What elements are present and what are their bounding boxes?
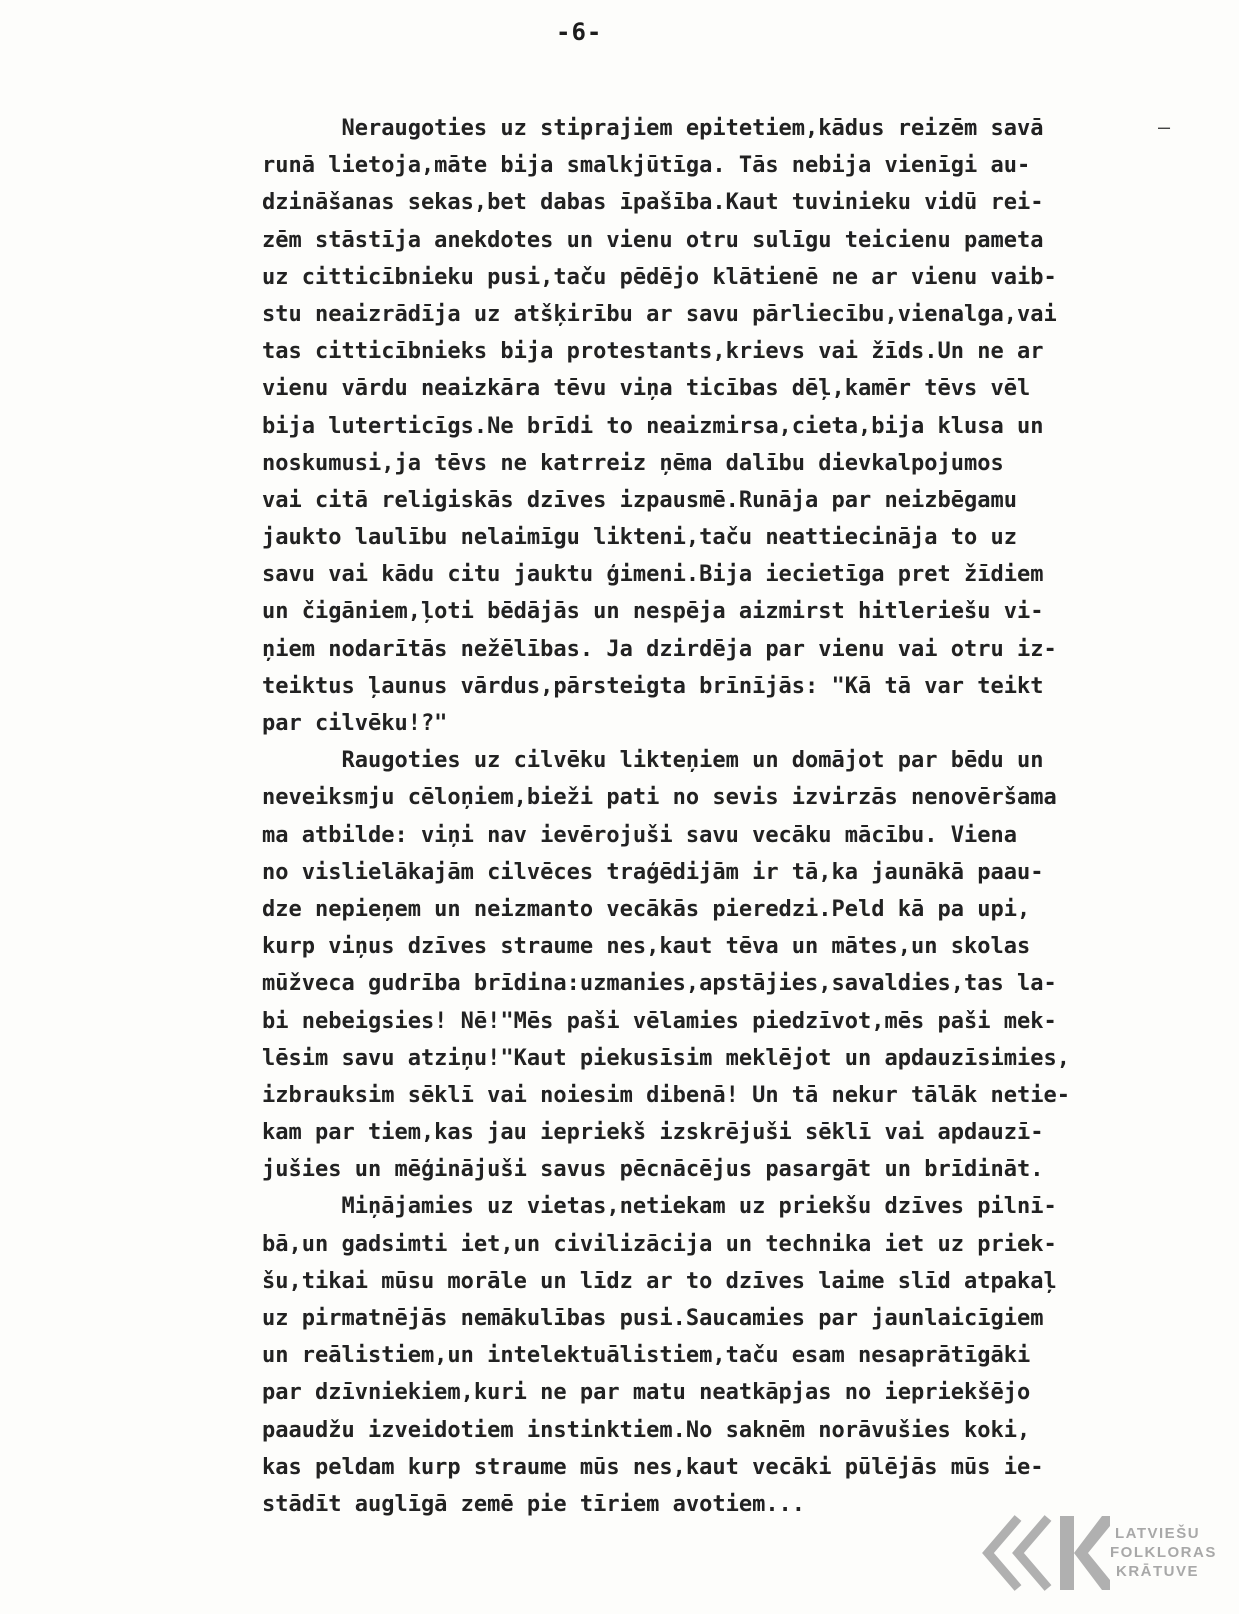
text-line: un čigāniem,ļoti bēdājās un nespēja aizmirst hitleriešu vi- <box>262 599 1044 625</box>
text-line: bija luterticīgs.Ne brīdi to neaizmirsa,cieta,bija klusa un <box>262 413 1044 439</box>
text-line: paaudžu izveidotiem instinktiem.No saknēm norāvušies koki, <box>262 1417 1031 1443</box>
text-line: mūžveca gudrība brīdina:uzmanies,apstājies,savaldies,tas la- <box>262 971 1057 997</box>
text-line: no vislielākajām cilvēces traģēdijām ir tā,ka jaunākā paau- <box>262 859 1044 885</box>
text-line: dzināšanas sekas,bet dabas īpašība.Kaut tuvinieku vidū rei- <box>262 190 1044 216</box>
text-line: kam par tiem,kas jau iepriekš izskrējuši sēklī vai apdauzī- <box>262 1120 1044 1146</box>
text-line: bi nebeigsies! Nē!"Mēs paši vēlamies piedzīvot,mēs paši mek- <box>262 1008 1057 1034</box>
text-line: uz pirmatnējās nemākulības pusi.Saucamies par jaunlaicīgiem <box>262 1306 1044 1331</box>
logo-line-2: FOLKLORAS <box>1110 1544 1217 1561</box>
page-number: -6- <box>556 18 603 46</box>
text-line: neveiksmju cēloņiem,bieži pati no sevis izvirzās nenovēršama <box>262 785 1057 811</box>
text-line: Miņājamies uz vietas,netiekam uz priekšu dzīves pilnī- <box>262 1194 1057 1220</box>
text-line: stādīt auglīgā zemē pie tīriem avotiem... <box>262 1491 806 1517</box>
archive-logo-icon <box>980 1508 1110 1598</box>
text-line: kas peldam kurp straume mūs nes,kaut vecāki pūlējās mūs ie- <box>262 1454 1044 1480</box>
text-line: teiktus ļaunus vārdus,pārsteigta brīnījās: "Kā tā var teikt <box>262 673 1044 699</box>
text-line: zēm stāstīja anekdotes un vienu otru sulīgu teicienu pameta <box>262 227 1044 253</box>
text-line: ma atbilde: viņi nav ievērojuši savu vecāku mācību. Viena <box>262 822 1017 848</box>
text-line: stu neaizrādīja uz atšķirību ar savu pārliecību,vienalga,vai <box>262 301 1057 327</box>
body-text <box>262 110 1192 1523</box>
text-line: ņiem nodarītās nežēlības. Ja dzirdēja par vienu vai otru iz- <box>262 636 1057 662</box>
text-line: uz citticībnieku pusi,taču pēdējo klātienē ne ar vienu vaib- <box>262 264 1057 290</box>
text-line: bā,un gadsimti iet,un civilizācija un technika iet uz priek- <box>262 1231 1057 1257</box>
text-line: kurp viņus dzīves straume nes,kaut tēva un mātes,un skolas <box>262 934 1031 960</box>
text-line: un reālistiem,un intelektuālistiem,taču esam nesaprātīgāki <box>262 1343 1031 1369</box>
text-line: šu,tikai mūsu morāle un līdz ar to dzīves laime slīd atpakaļ <box>262 1268 1057 1294</box>
text-line: jaukto laulību nelaimīgu likteni,taču neattiecināja to uz <box>262 525 1017 551</box>
logo-line-1: LATVIEŠU <box>1114 1525 1201 1542</box>
text-line: noskumusi,ja tēvs ne katrreiz ņēma dalību dievkalpojumos <box>262 450 1004 476</box>
text-line: izbrauksim sēklī vai noiesim dibenā! Un tā nekur tālāk netie- <box>262 1082 1070 1108</box>
archive-logo <box>980 1508 1220 1598</box>
archive-logo-text <box>1110 1524 1217 1581</box>
text-line: par cilvēku!?" <box>262 711 448 736</box>
text-line: Neraugoties uz stiprajiem epitetiem,kādus reizēm savā <box>262 116 1044 141</box>
margin-mark: — <box>1158 115 1171 139</box>
text-line: Raugoties uz cilvēku likteņiem un domājot par bēdu un <box>262 748 1044 774</box>
text-line: par dzīvniekiem,kuri ne par matu neatkāpjas no iepriekšējo <box>262 1380 1031 1406</box>
text-line: dze nepieņem un neizmanto vecākās pieredzi.Peld kā pa upi, <box>262 896 1031 922</box>
text-line: lēsim savu atziņu!"Kaut piekusīsim meklējot un apdauzīsimies, <box>262 1045 1070 1071</box>
text-line: runā lietoja,māte bija smalkjūtīga. Tās nebija vienīgi au- <box>262 153 1031 179</box>
logo-line-3: KRĀTUVE <box>1115 1563 1199 1580</box>
text-line: savu vai kādu citu jauktu ģimeni.Bija iecietīga pret žīdiem <box>262 562 1044 588</box>
text-line: jušies un mēģinājuši savus pēcnācējus pasargāt un brīdināt. <box>262 1157 1044 1183</box>
text-line: tas citticībnieks bija protestants,krievs vai žīds.Un ne ar <box>262 339 1044 365</box>
text-line: vienu vārdu neaizkāra tēvu viņa ticības dēļ,kamēr tēvs vēl <box>262 376 1031 402</box>
text-line: vai citā religiskās dzīves izpausmē.Runāja par neizbēgamu <box>262 487 1017 513</box>
